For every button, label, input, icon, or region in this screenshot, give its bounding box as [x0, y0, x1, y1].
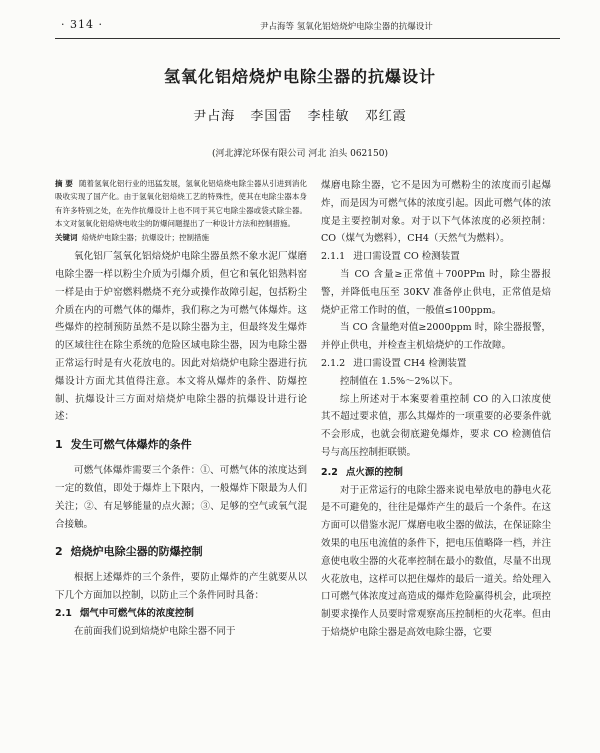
co-stop-paragraph: 当 CO 含量绝对值≥2000ppm 时，除尘器报警，并停止供电，并检查主机焙烧炉的工作故障。 [321, 322, 551, 352]
subsection-heading-2-1-2 [321, 355, 551, 373]
abstract-label: 摘 要 [55, 179, 73, 188]
paper-title: 氢氧化铝焙烧炉电除尘器的抗爆设计 [163, 67, 436, 86]
section-title: 焙烧炉电除尘器的防爆控制 [70, 545, 203, 559]
section-heading-1 [55, 436, 307, 454]
section-number: 1 [55, 438, 63, 452]
section-title: 点火源的控制 [345, 466, 403, 478]
abstract-text: 随着氢氧化铝行业的迅猛发展，氢氧化铝焙烧电除尘器从引进到消化吸收实现了国产化。由于氢氧化铝焙烧工艺的特殊性，使其在电除尘器本身有许多特别之处，在先作抗爆设计上也不同于其它电除尘器或袋式除尘器。本文对氢氧化铝焙烧电收尘的防爆问题提出了一种设计方法和控制措施。 [55, 179, 307, 228]
intro-paragraph: 氧化铝厂氢氧化铝焙烧炉电除尘器虽然不象水泥厂煤磨电除尘器一样以粉尘介质为引爆介质，但它和氧化铝熟料窑一样是由于炉窑燃料燃烧不充分或操作故障引起，包括粉尘介质在内的可燃气体的爆炸，我们称之为可燃气体爆炸。这些爆炸的控制预防虽然不是以除尘器为主，但最终发生爆炸的区域往往在除尘系统的危险区域电除尘器，因为电除尘器正常运行时是有火花放电的。因此对焙烧炉电除尘器进行抗爆设计方面尤其值得注意。本文将从爆炸的条件、防爆控制、抗爆设计三方面对焙烧炉电除尘器的抗爆设计进行论述： [55, 251, 307, 423]
ignition-control-paragraph: 对于正常运行的电除尘器来说电晕放电的静电火花是不可避免的，往往是爆炸产生的最后一个条件。在这方面可以借鉴水泥厂煤磨电收尘器的做法，在保证除尘效果的电压电流值的条件下，把电压值略降一档，并注意使电收尘器的火花率控制在最小的数值，尽量不出现火花放电，这样可以把住爆炸的最后一道关。给处理入口可燃气体浓度过高造成的爆炸危险赢得机会，此项控制要求操作人员要时常观察高压控制柜的火花率。但由于焙烧炉电除尘器是高效电除尘器，它要 [321, 484, 551, 638]
co-alarm-paragraph: 当 CO 含量≥正常值＋700PPm 时，除尘器报警，并降低电压至 30KV 准备停止供电，正常值是焙烧炉正常工作时的值，一般值≤100ppm。 [321, 268, 551, 316]
section-number: 2.1 [55, 607, 72, 619]
section-number: 2.2 [321, 466, 338, 478]
section-title: 进口需设置 CH4 检测装置 [353, 357, 467, 369]
paper-affiliation: (河北滹沱环保有限公司 河北 泊头 062150) [212, 149, 388, 159]
summary-paragraph: 综上所述对于本案要着重控制 CO 的入口浓度使其不超过要求值，那么其爆炸的一项重要的必要条件就不会形成，也就会彻底避免爆炸，要求 CO 检测值信号与高压控制拒联锁。 [321, 393, 551, 458]
running-title: 尹占海等 氢氧化铝焙烧炉电除尘器的抗爆设计 [260, 22, 433, 32]
keywords-text: 焙烧炉电除尘器；抗爆设计；控制措施 [81, 233, 209, 243]
right-column [321, 177, 551, 642]
left-column [55, 177, 307, 641]
section-2-1-paragraph: 在前面我们说到焙烧炉电除尘器不同于 [74, 625, 236, 637]
keywords-label: 关键词 [55, 233, 78, 243]
page-number: · 314 · [61, 18, 103, 31]
section-1-paragraph: 可燃气体爆炸需要三个条件：①、可燃气体的浓度达到一定的数值，即处于爆炸上下限内，一般爆炸下限最为人们关注；②、有足够能量的点火源；③、足够的空气或氧气混合接触。 [55, 465, 307, 530]
paper-authors: 尹占海 李国雷 李桂敏 邓红霞 [193, 109, 407, 124]
section-number: 2 [55, 545, 63, 559]
section-title: 烟气中可燃气体的浓度控制 [79, 607, 194, 619]
ch4-limit-paragraph: 控制值在 1.5%～2%以下。 [340, 375, 459, 387]
section-title: 发生可燃气体爆炸的条件 [70, 438, 192, 452]
section-title: 进口需设置 CO 检测装置 [353, 251, 460, 263]
section-2-paragraph: 根据上述爆炸的三个条件，要防止爆炸的产生就要从以下几个方面加以控制，以防止三个条件同时具备： [55, 572, 307, 602]
continued-paragraph: 煤磨电除尘器，它不是因为可燃粉尘的浓度而引起爆炸，而是因为可燃气体的浓度引起。因此可燃气体的浓度是主要控制对象。对于以下气体浓度的必须控制：CO（煤气为燃料），CH4（天然气为燃料）。 [321, 180, 551, 245]
abstract [55, 177, 307, 230]
subsection-heading-2-1-1 [321, 248, 551, 266]
subsection-heading-2-1 [55, 605, 307, 623]
keywords [55, 231, 307, 244]
section-number: 2.1.2 [321, 357, 346, 369]
running-header [55, 14, 560, 39]
section-heading-2 [55, 543, 307, 561]
subsection-heading-2-2 [321, 464, 551, 482]
section-number: 2.1.1 [321, 251, 346, 263]
